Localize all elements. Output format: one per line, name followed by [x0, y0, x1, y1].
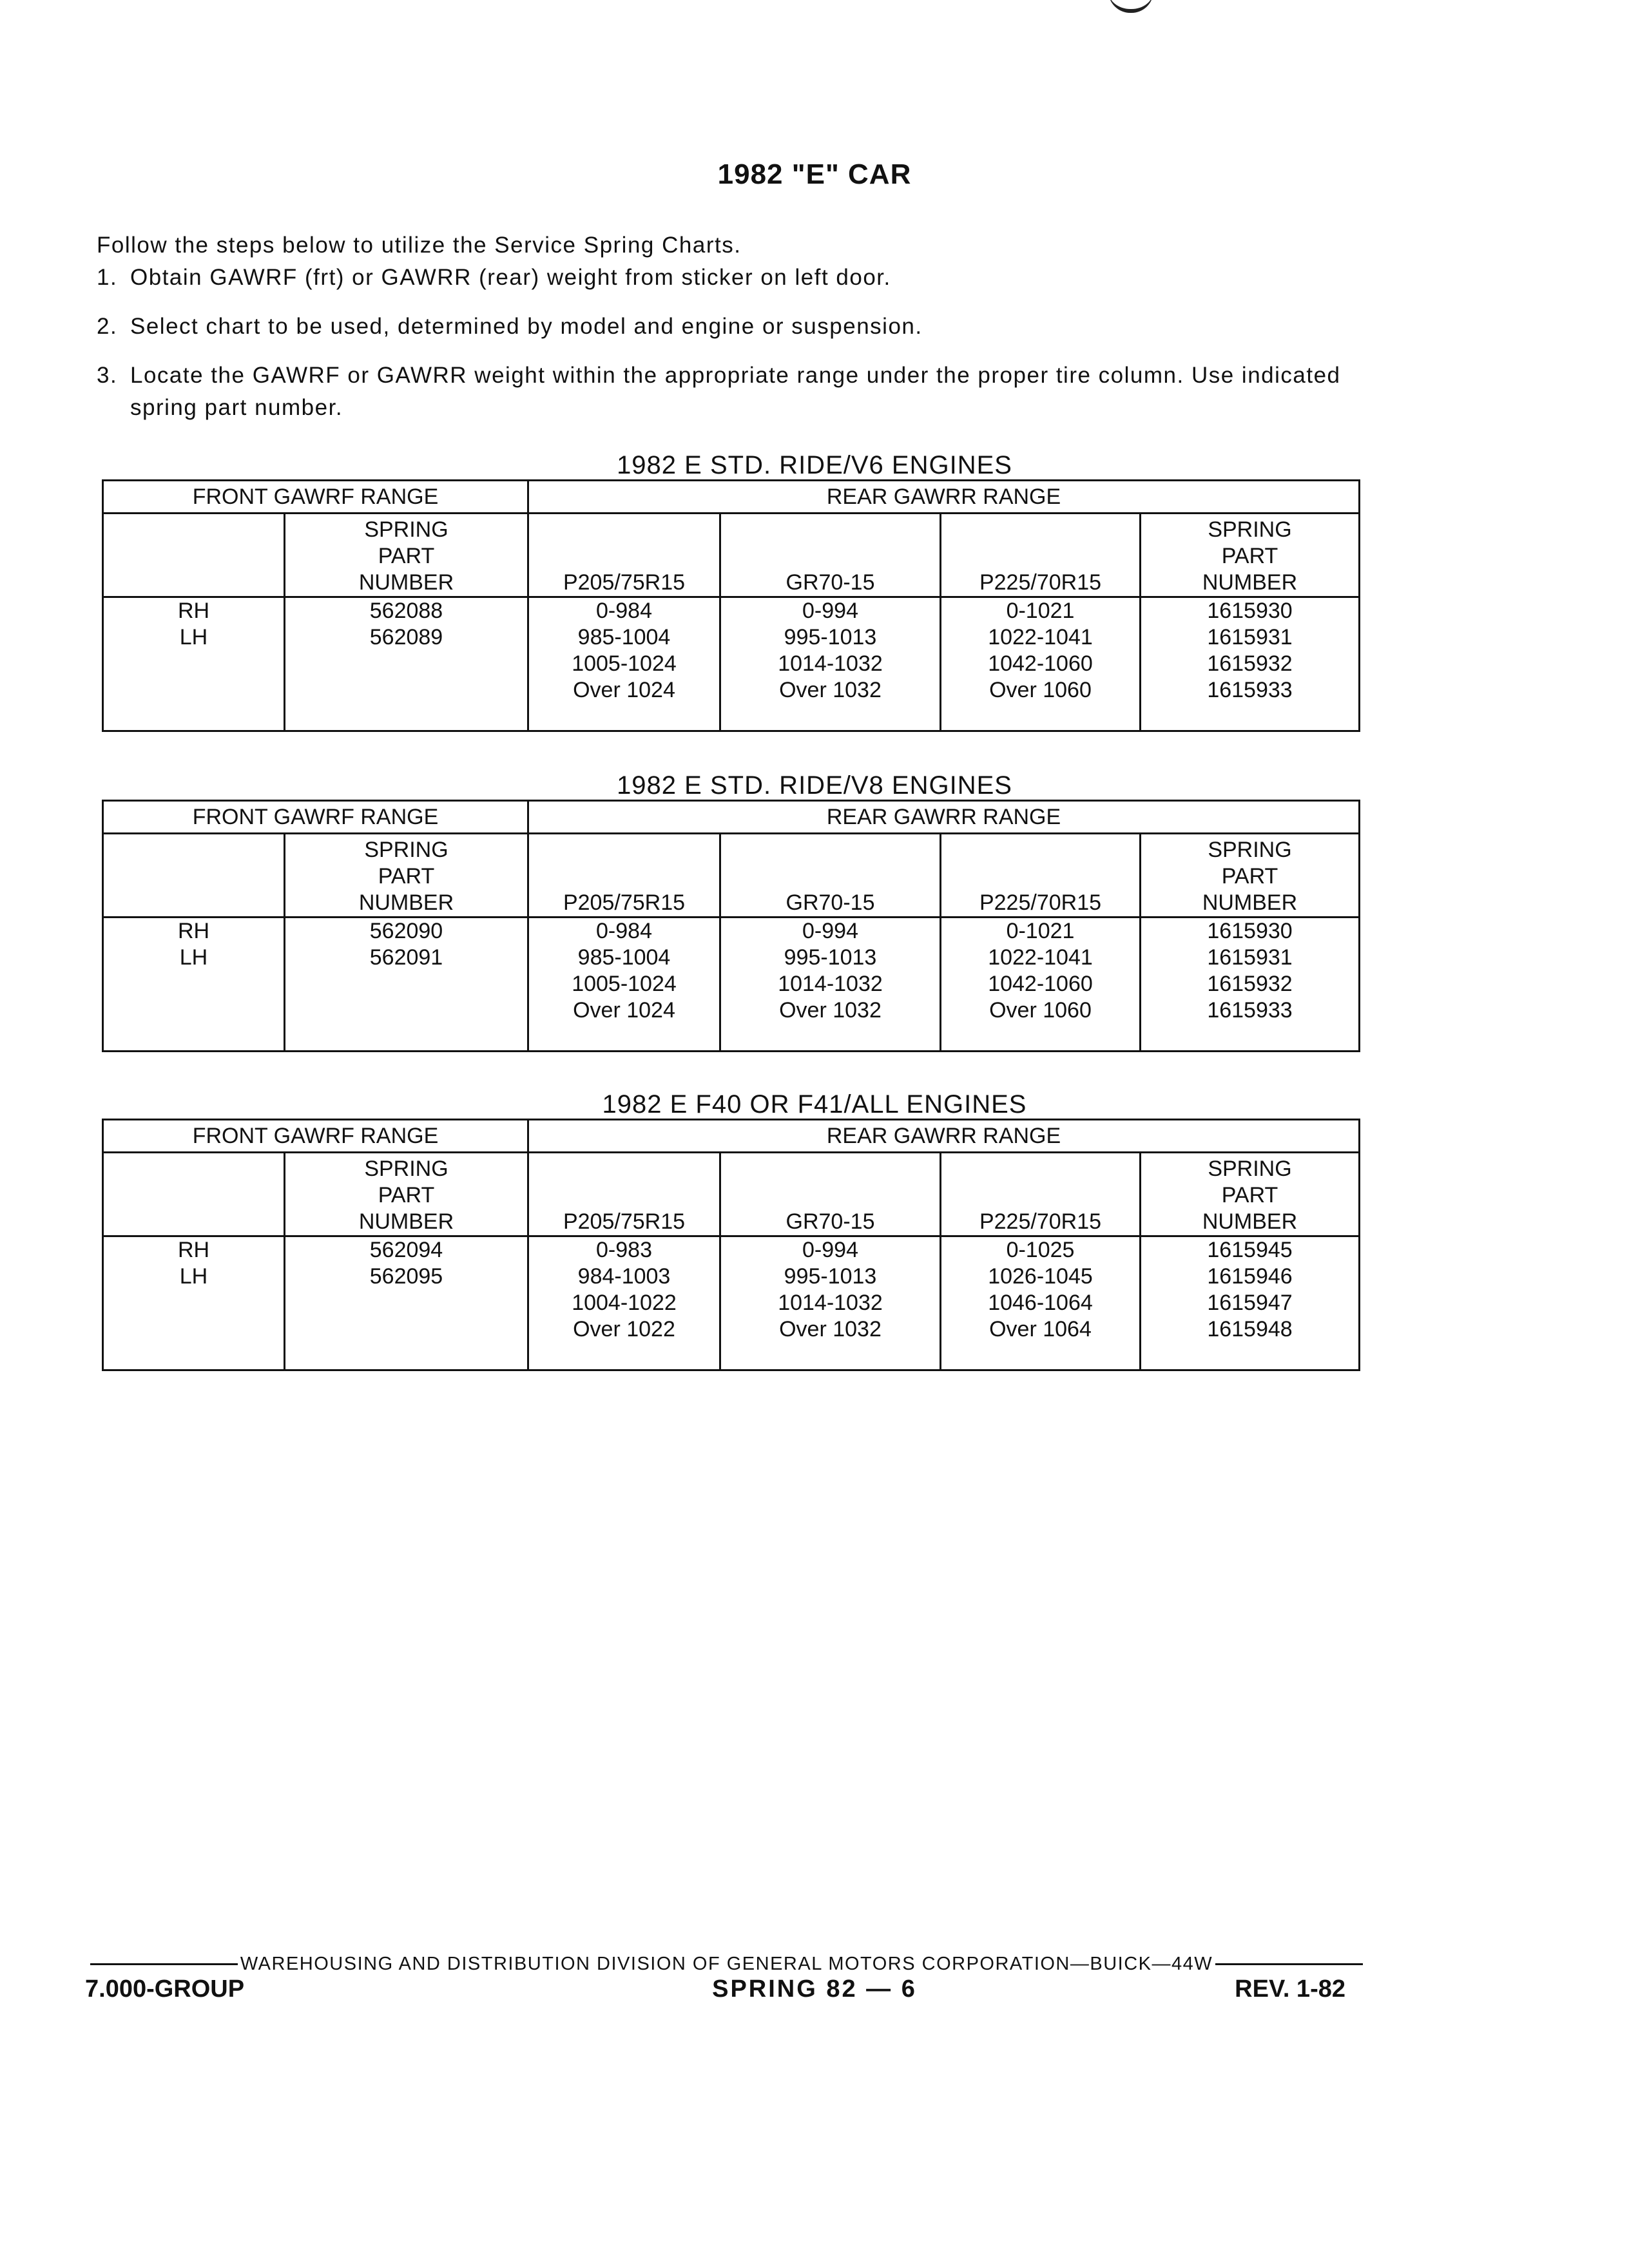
- spring-chart-table: [102, 1119, 1360, 1371]
- tire-p225-header: P225/70R15: [941, 514, 1141, 597]
- rear-spring-part-number-header: [1141, 834, 1360, 918]
- tire-gr70-header: GR70-15: [720, 1153, 941, 1236]
- front-part-cell: 562091: [285, 945, 528, 971]
- gr70-range-cell: 1014-1032: [720, 1290, 941, 1316]
- rear-part-cell: 1615945: [1141, 1236, 1360, 1264]
- side-cell: LH: [103, 624, 285, 651]
- side-cell: [103, 997, 285, 1052]
- p225-range-cell: 0-1021: [941, 597, 1141, 625]
- front-part-cell: [285, 997, 528, 1052]
- header-line: SPRING: [364, 517, 448, 542]
- tire-gr70-header: GR70-15: [720, 514, 941, 597]
- p205-range-cell: 984-1003: [528, 1264, 720, 1290]
- header-line: SPRING: [364, 1157, 448, 1181]
- footer-section: SPRING 82 — 6: [712, 1975, 917, 2003]
- table-row: [103, 1290, 1360, 1316]
- side-cell: [103, 971, 285, 997]
- step-text: Locate the GAWRF or GAWRR weight within the appropriate range under the proper tire column. Use indicated spring part number.: [130, 363, 1341, 420]
- gr70-range-cell: 1014-1032: [720, 971, 941, 997]
- rear-range-header: REAR GAWRR RANGE: [528, 1120, 1360, 1153]
- p205-range-cell: 1005-1024: [528, 651, 720, 677]
- front-part-cell: 562089: [285, 624, 528, 651]
- rear-range-header: REAR GAWRR RANGE: [528, 481, 1360, 514]
- header-line: NUMBER: [1202, 1209, 1298, 1234]
- p225-range-cell: Over 1060: [941, 997, 1141, 1052]
- header-line: PART: [1221, 544, 1278, 568]
- side-cell: [103, 1290, 285, 1316]
- p225-range-cell: 0-1025: [941, 1236, 1141, 1264]
- table-row: [103, 651, 1360, 677]
- side-header-cell: [103, 514, 285, 597]
- table-row: [103, 918, 1360, 945]
- header-line: PART: [378, 864, 435, 889]
- rear-part-cell: 1615933: [1141, 997, 1360, 1052]
- step-number: 1.: [97, 265, 118, 290]
- rear-part-cell: 1615946: [1141, 1264, 1360, 1290]
- rear-spring-part-number-header: [1141, 1153, 1360, 1236]
- table-row: [103, 1264, 1360, 1290]
- step-number: 2.: [97, 314, 118, 339]
- side-cell: RH: [103, 918, 285, 945]
- p225-range-cell: Over 1064: [941, 1316, 1141, 1370]
- front-part-cell: 562095: [285, 1264, 528, 1290]
- p225-range-cell: 1026-1045: [941, 1264, 1141, 1290]
- step-item: [97, 360, 1360, 424]
- header-line: SPRING: [1208, 517, 1292, 542]
- p205-range-cell: Over 1024: [528, 677, 720, 731]
- step-text: Select chart to be used, determined by model and engine or suspension.: [130, 314, 923, 339]
- p205-range-cell: Over 1024: [528, 997, 720, 1052]
- header-line: NUMBER: [358, 570, 454, 595]
- gr70-range-cell: 995-1013: [720, 1264, 941, 1290]
- side-cell: RH: [103, 1236, 285, 1264]
- header-line: NUMBER: [1202, 570, 1298, 595]
- gr70-range-cell: Over 1032: [720, 1316, 941, 1370]
- header-line: SPRING: [1208, 838, 1292, 862]
- table-row: [103, 997, 1360, 1052]
- step-item: [97, 311, 1360, 343]
- front-spring-part-number-header: [285, 834, 528, 918]
- header-line: NUMBER: [358, 1209, 454, 1234]
- tire-gr70-header: GR70-15: [720, 834, 941, 918]
- table-row: [103, 624, 1360, 651]
- chart-title: 1982 E F40 OR F41/ALL ENGINES: [602, 1090, 1027, 1119]
- gr70-range-cell: Over 1032: [720, 677, 941, 731]
- table-row: [103, 945, 1360, 971]
- front-spring-part-number-header: [285, 514, 528, 597]
- p205-range-cell: 985-1004: [528, 624, 720, 651]
- side-cell: LH: [103, 1264, 285, 1290]
- gr70-range-cell: 0-994: [720, 597, 941, 625]
- front-part-cell: [285, 1316, 528, 1370]
- front-part-cell: [285, 1290, 528, 1316]
- p225-range-cell: 1022-1041: [941, 945, 1141, 971]
- instructions: [97, 229, 1360, 424]
- page-edge-mark: [1108, 0, 1153, 13]
- front-range-header: FRONT GAWRF RANGE: [103, 801, 528, 834]
- table-row: [103, 677, 1360, 731]
- rear-range-header: REAR GAWRR RANGE: [528, 801, 1360, 834]
- p225-range-cell: 0-1021: [941, 918, 1141, 945]
- rear-part-cell: 1615930: [1141, 918, 1360, 945]
- header-line: NUMBER: [358, 890, 454, 915]
- front-part-cell: [285, 971, 528, 997]
- gr70-range-cell: 995-1013: [720, 624, 941, 651]
- front-part-cell: 562088: [285, 597, 528, 625]
- side-cell: [103, 1316, 285, 1370]
- front-part-cell: [285, 677, 528, 731]
- rear-spring-part-number-header: [1141, 514, 1360, 597]
- tire-p205-header: P205/75R15: [528, 834, 720, 918]
- footer-revision: REV. 1-82: [1235, 1975, 1345, 2003]
- front-spring-part-number-header: [285, 1153, 528, 1236]
- step-text: Obtain GAWRF (frt) or GAWRR (rear) weight from sticker on left door.: [130, 265, 891, 290]
- rear-part-cell: 1615931: [1141, 624, 1360, 651]
- tire-p205-header: P205/75R15: [528, 514, 720, 597]
- side-cell: [103, 651, 285, 677]
- spring-chart-table: [102, 479, 1360, 732]
- p225-range-cell: 1022-1041: [941, 624, 1141, 651]
- chart-title: 1982 E STD. RIDE/V8 ENGINES: [617, 771, 1012, 800]
- rear-part-cell: 1615947: [1141, 1290, 1360, 1316]
- table-row: [103, 971, 1360, 997]
- chart-title: 1982 E STD. RIDE/V6 ENGINES: [617, 451, 1012, 479]
- gr70-range-cell: 0-994: [720, 1236, 941, 1264]
- spring-chart-table: [102, 800, 1360, 1052]
- step-number: 3.: [97, 363, 118, 388]
- p205-range-cell: 0-984: [528, 597, 720, 625]
- rear-part-cell: 1615931: [1141, 945, 1360, 971]
- front-range-header: FRONT GAWRF RANGE: [103, 1120, 528, 1153]
- tire-p205-header: P205/75R15: [528, 1153, 720, 1236]
- header-line: SPRING: [364, 838, 448, 862]
- side-cell: LH: [103, 945, 285, 971]
- rear-part-cell: 1615948: [1141, 1316, 1360, 1370]
- header-line: NUMBER: [1202, 890, 1298, 915]
- p205-range-cell: Over 1022: [528, 1316, 720, 1370]
- tire-p225-header: P225/70R15: [941, 834, 1141, 918]
- front-part-cell: [285, 651, 528, 677]
- header-line: PART: [378, 1183, 435, 1207]
- side-header-cell: [103, 834, 285, 918]
- p205-range-cell: 0-983: [528, 1236, 720, 1264]
- footer-division: WAREHOUSING AND DISTRIBUTION DIVISION OF GENERAL MOTORS CORPORATION—BUICK—44W: [240, 1954, 1213, 1974]
- step-item: [97, 262, 1360, 294]
- gr70-range-cell: 1014-1032: [720, 651, 941, 677]
- front-range-header: FRONT GAWRF RANGE: [103, 481, 528, 514]
- side-cell: RH: [103, 597, 285, 625]
- p225-range-cell: 1042-1060: [941, 971, 1141, 997]
- footer-group: 7.000-GROUP: [85, 1975, 245, 2003]
- gr70-range-cell: Over 1032: [720, 997, 941, 1052]
- table-row: [103, 597, 1360, 625]
- p225-range-cell: Over 1060: [941, 677, 1141, 731]
- front-part-cell: 562094: [285, 1236, 528, 1264]
- footer-rule-left: [90, 1963, 238, 1965]
- steps-list: [97, 262, 1360, 424]
- p225-range-cell: 1046-1064: [941, 1290, 1141, 1316]
- p205-range-cell: 1004-1022: [528, 1290, 720, 1316]
- tire-p225-header: P225/70R15: [941, 1153, 1141, 1236]
- header-line: PART: [378, 544, 435, 568]
- header-line: PART: [1221, 864, 1278, 889]
- intro-text: Follow the steps below to utilize the Service Spring Charts.: [97, 233, 742, 258]
- p205-range-cell: 985-1004: [528, 945, 720, 971]
- side-cell: [103, 677, 285, 731]
- rear-part-cell: 1615933: [1141, 677, 1360, 731]
- side-header-cell: [103, 1153, 285, 1236]
- p205-range-cell: 1005-1024: [528, 971, 720, 997]
- table-row: [103, 1236, 1360, 1264]
- rear-part-cell: 1615930: [1141, 597, 1360, 625]
- table-row: [103, 1316, 1360, 1370]
- header-line: SPRING: [1208, 1157, 1292, 1181]
- front-part-cell: 562090: [285, 918, 528, 945]
- page-title: 1982 "E" CAR: [717, 159, 912, 190]
- rear-part-cell: 1615932: [1141, 971, 1360, 997]
- rear-part-cell: 1615932: [1141, 651, 1360, 677]
- footer-division-line: [90, 1954, 1363, 1975]
- p225-range-cell: 1042-1060: [941, 651, 1141, 677]
- p205-range-cell: 0-984: [528, 918, 720, 945]
- gr70-range-cell: 995-1013: [720, 945, 941, 971]
- footer-rule-right: [1215, 1963, 1363, 1965]
- header-line: PART: [1221, 1183, 1278, 1207]
- gr70-range-cell: 0-994: [720, 918, 941, 945]
